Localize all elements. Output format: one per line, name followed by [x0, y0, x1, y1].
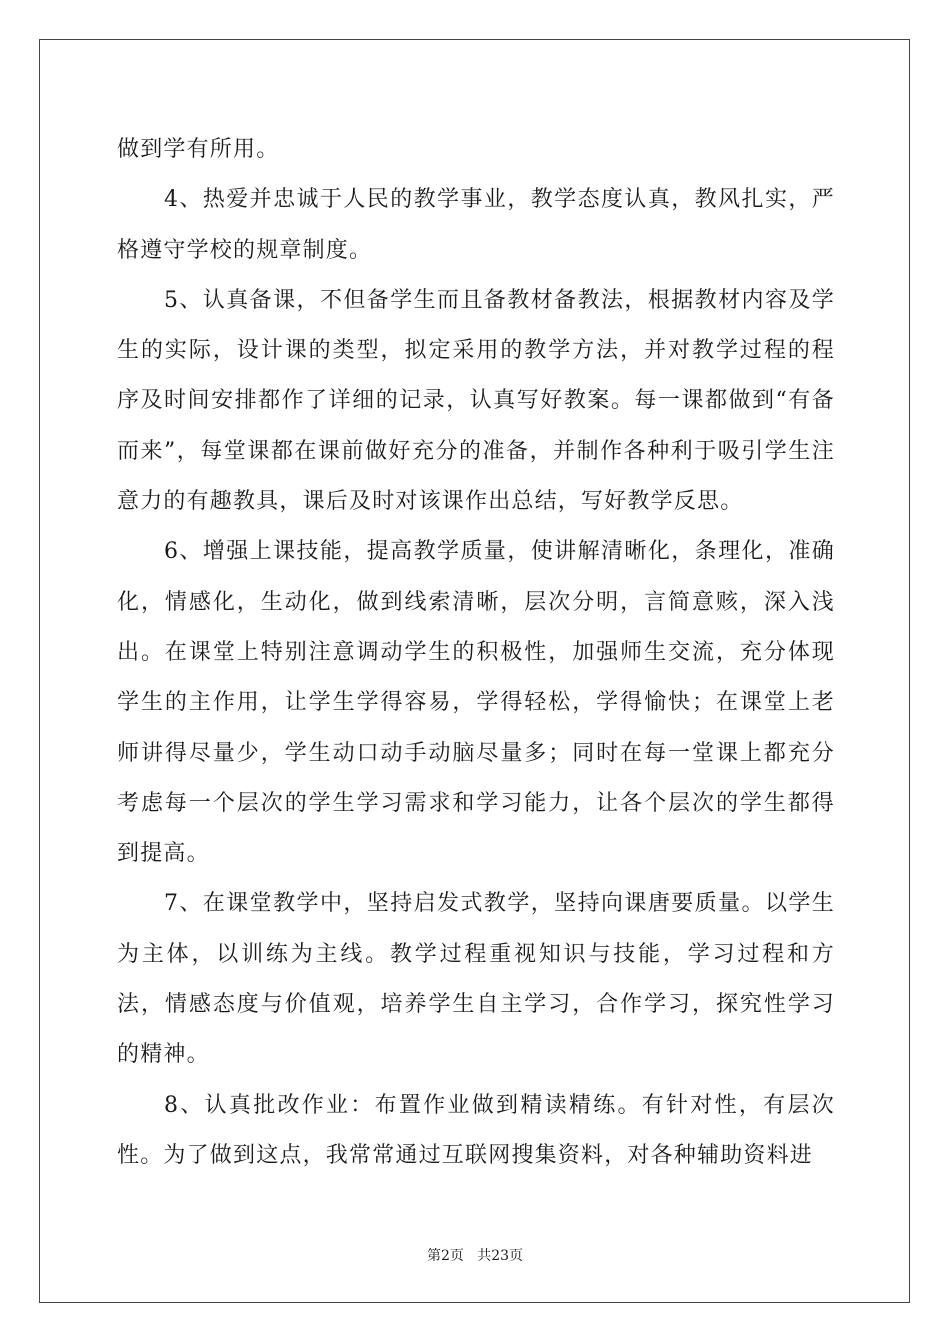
paragraph-item-5: 5、认真备课，不但备学生而且备教材备教法，根据教材内容及学生的实际，设计课的类型，拟定采用的教学方法，并对教学过程的程序及时间安排都作了详细的记录，认真写好教案。每一课都做到“有备而来”，每堂课都在课前做好充分的准备，并制作各种利于吸引学生注意力的有趣教具，课后及时对该课作出总结，写好教学反思。	[117, 287, 835, 515]
paragraph-item-8: 8、认真批改作业：布置作业做到精读精练。有针对性，有层次性。为了做到这点，我常常通过互联网搜集资料，对各种辅助资料进	[117, 1092, 835, 1168]
document-body	[117, 125, 835, 1181]
paragraph-item-7: 7、在课堂教学中，坚持启发式教学，坚持向课唐要质量。以学生为主体，以训练为主线。教学过程重视知识与技能，学习过程和方法，情感态度与价值观，培养学生自主学习，合作学习，探究性学习的精神。	[117, 891, 835, 1068]
paragraph-item-6: 6、增强上课技能，提高教学质量，使讲解清晰化，条理化，准确化，情感化，生动化，做到线索清晰，层次分明，言简意赅，深入浅出。在课堂上特别注意调动学生的积极性，加强师生交流，充分体现学生的主作用，让学生学得容易，学得轻松，学得愉快；在课堂上老师讲得尽量少，学生动口动手动脑尽量多；同时在每一堂课上都充分考虑每一个层次的学生学习需求和学习能力，让各个层次的学生都得到提高。	[117, 539, 835, 867]
paragraph-item-4: 4、热爱并忠诚于人民的教学事业，教学态度认真，教风扎实，严格遵守学校的规章制度。	[117, 187, 835, 263]
page-number: 第2页 共23页	[426, 1248, 524, 1264]
paragraph-continuation: 做到学有所用。	[117, 137, 280, 162]
page-footer	[0, 1246, 950, 1266]
